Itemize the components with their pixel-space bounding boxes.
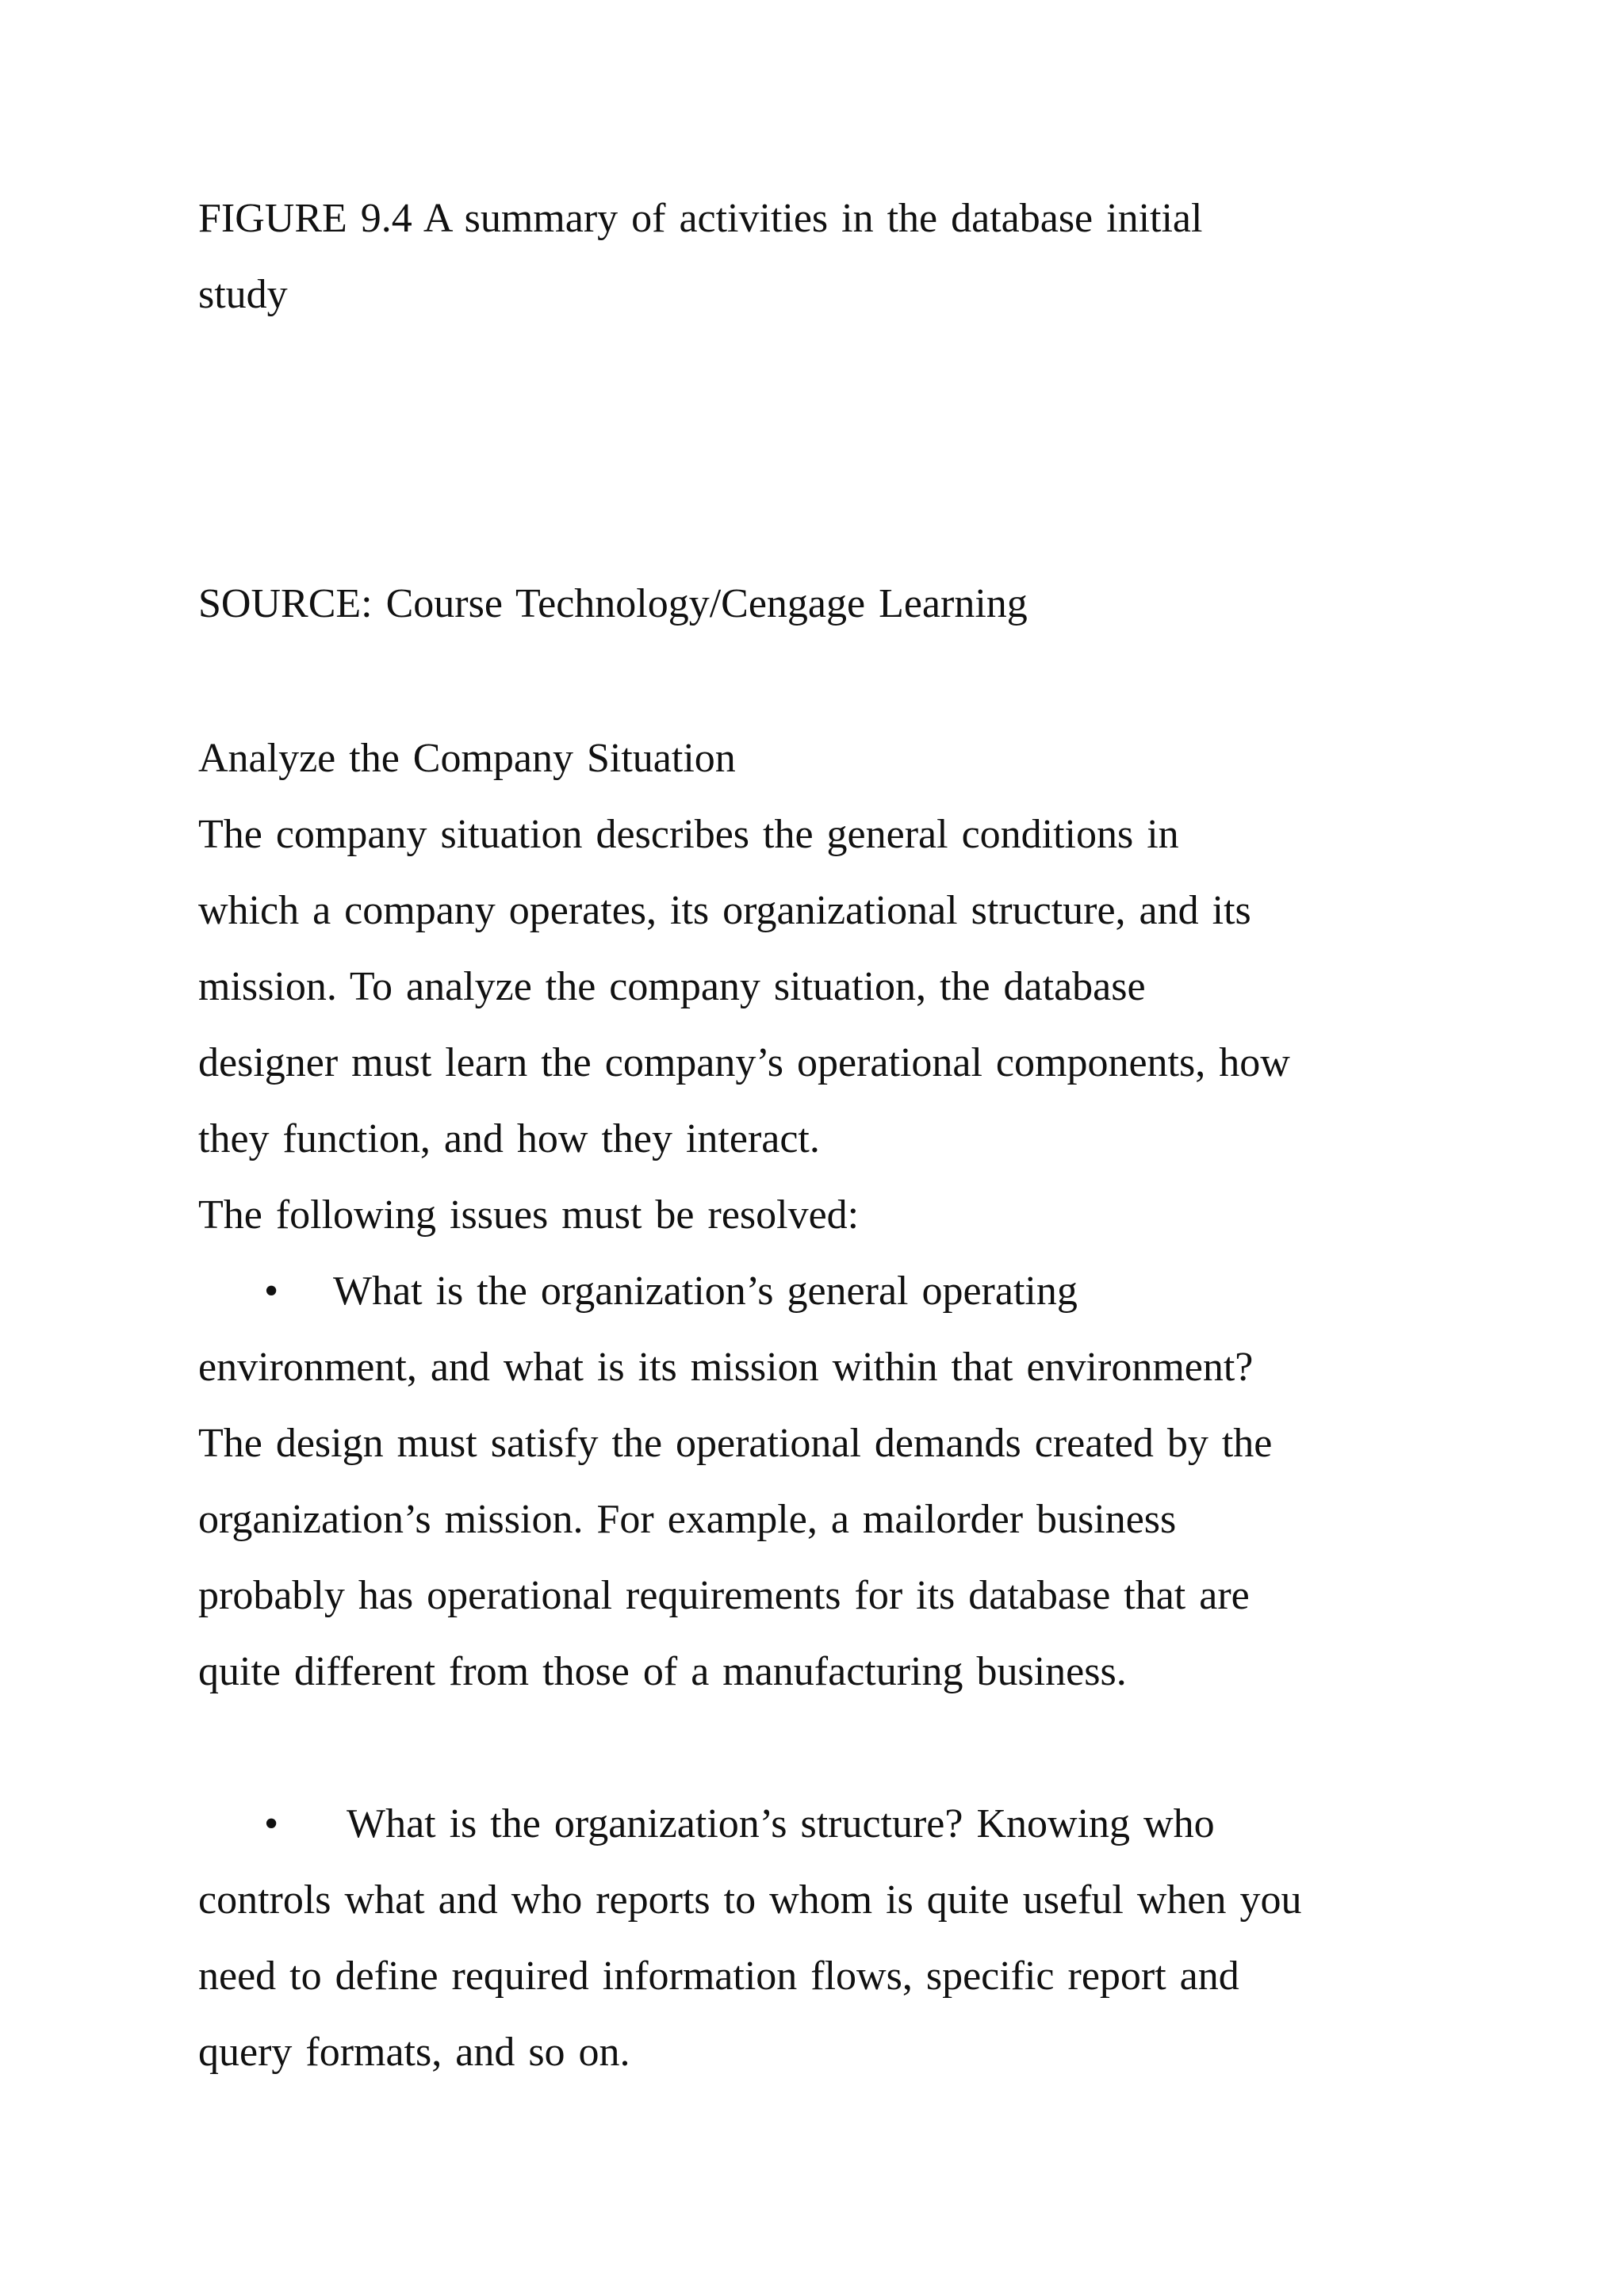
bullet-1-line: quite different from those of a manufacturing business.	[198, 1649, 1127, 1694]
bullet-1-first-line: What is the organization’s general operating	[333, 1269, 1078, 1314]
bullet-1-line: probably has operational requirements for its database that are	[198, 1573, 1250, 1618]
bullet-1-line: environment, and what is its mission within that environment?	[198, 1345, 1254, 1390]
issues-intro: The following issues must be resolved:	[198, 1192, 860, 1238]
bullet-1-line: organization’s mission. For example, a mailorder business	[198, 1497, 1177, 1542]
bullet-marker: •	[264, 1801, 279, 1846]
bullet-1-line: The design must satisfy the operational demands created by the	[198, 1421, 1273, 1466]
bullet-2-line: query formats, and so on.	[198, 2030, 630, 2075]
bullet-marker: •	[264, 1269, 279, 1314]
figure-caption-line-2: study	[198, 272, 288, 317]
figure-caption-line-1: FIGURE 9.4 A summary of activities in the database initial	[198, 196, 1203, 241]
bullet-2-line: need to define required information flows, specific report and	[198, 1954, 1239, 1999]
paragraph-line: The company situation describes the general conditions in	[198, 812, 1179, 857]
paragraph-line: they function, and how they interact.	[198, 1116, 820, 1161]
paragraph-line: mission. To analyze the company situation, the database	[198, 964, 1146, 1009]
bullet-2-line: controls what and who reports to whom is quite useful when you	[198, 1877, 1302, 1923]
paragraph-line: which a company operates, its organizational structure, and its	[198, 888, 1251, 933]
source-credit: SOURCE: Course Technology/Cengage Learning	[198, 581, 1028, 626]
section-heading: Analyze the Company Situation	[198, 736, 736, 781]
paragraph-line: designer must learn the company’s operational components, how	[198, 1040, 1290, 1085]
bullet-2-first-line: What is the organization’s structure? Knowing who	[347, 1801, 1215, 1846]
